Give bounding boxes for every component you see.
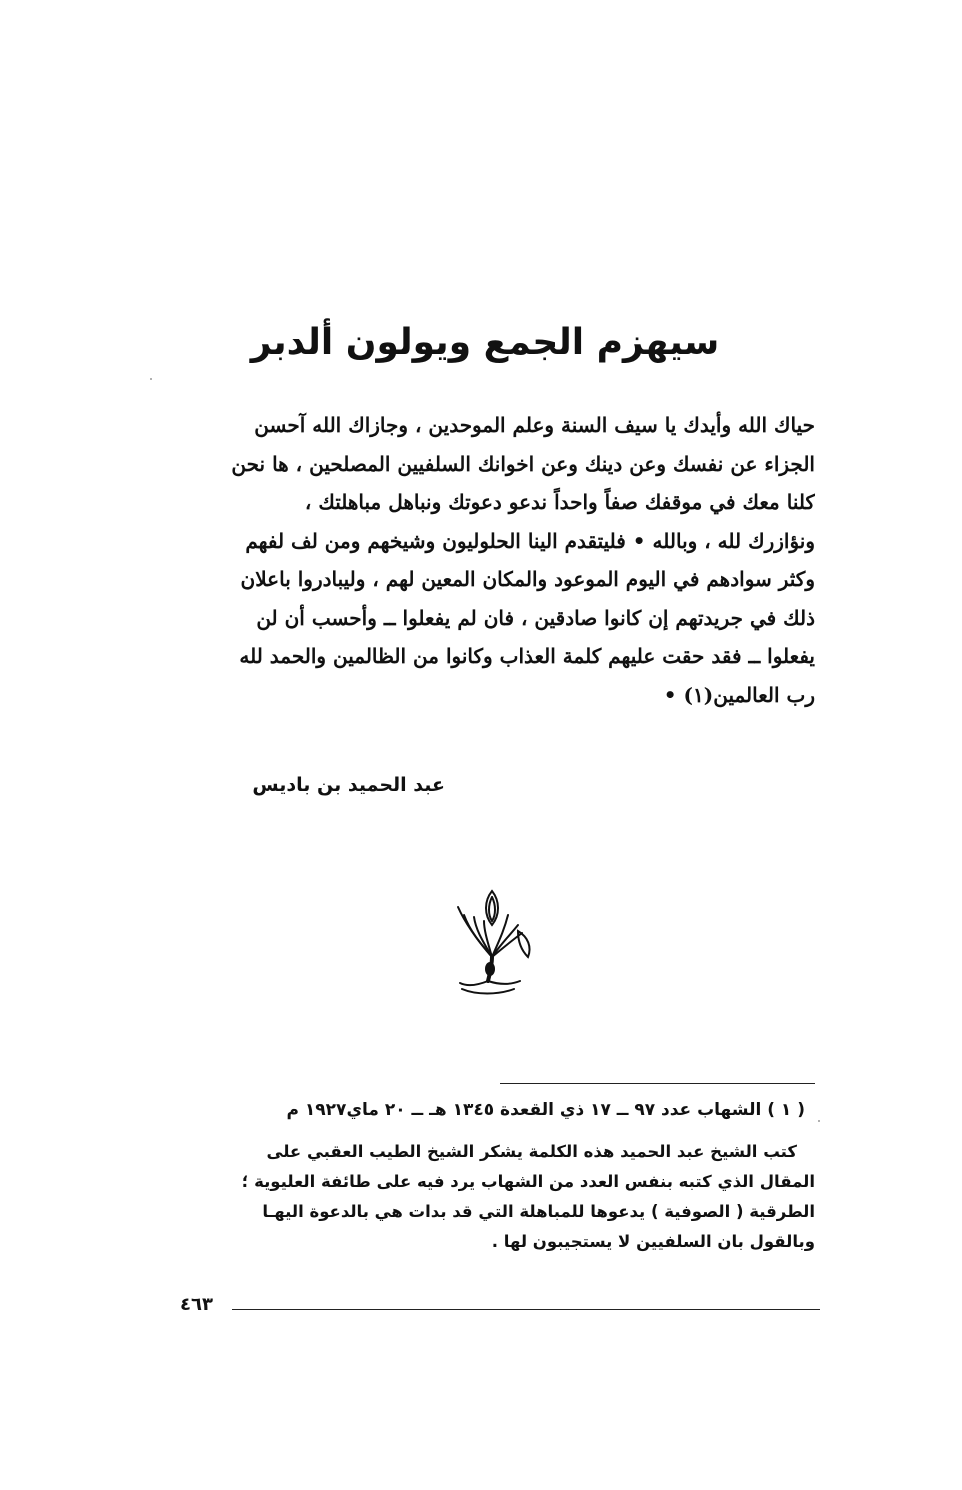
scan-speck (818, 1120, 820, 1122)
page-number: ٤٦٣ (180, 1294, 213, 1315)
page-footer (180, 1290, 820, 1320)
footer-rule (232, 1309, 820, 1310)
body-line: حياك الله وأيدك يا سيف السنة وعلم الموحدين ، وجازاك الله آحسن (254, 413, 815, 437)
footnote-line: كتب الشيخ عبد الحميد هذه الكلمة يشكر الشيخ الطيب العقبي على (266, 1142, 797, 1161)
footnote-reference: ( ١ ) الشهاب عدد ٩٧ ــ ١٧ ذي القعدة ١٣٤٥ هـ ــ ٢٠ ماي١٩٢٧ م (286, 1100, 805, 1120)
body-line-last: رب العالمين(١) • (663, 682, 815, 707)
author-signature: عبد الحميد بن باديس (252, 774, 445, 796)
body-line: وكثر سوادهم في اليوم الموعود والمكان المعين لهم ، وليبادروا باعلان (240, 567, 815, 591)
footnote-text (180, 1137, 815, 1257)
body-line: ذلك في جريدتهم إن كانوا صادقين ، فان لم يفعلوا ــ وأحسب أن لن (256, 605, 815, 630)
footnote-line-last: وبالقول بان السلفيين لا يستجيبون لها . (491, 1232, 815, 1251)
scan-speck (150, 378, 152, 380)
body-line: الجزاء عن نفسك وعن دينك وعن اخوانك السلفيين المصلحين ، ها نحن (231, 451, 815, 476)
body-line: ونؤازرك لله ، وبالله • فليتقدم الينا الحلوليون وشيخهم ومن لف لفهم (245, 528, 815, 553)
lotus-ornament-icon (448, 885, 544, 1005)
footnote-line: الطرقية ( الصوفية ) يدعوها للمباهلة التي قد بدات هي بالدعوة اليهـا (262, 1202, 815, 1221)
footnote-line: المقال الذي كتبه بنفس العدد من الشهاب يرد فيه على طائفة العليوية ؛ (241, 1172, 815, 1191)
article-body (170, 406, 815, 714)
footnote-divider (500, 1083, 815, 1084)
body-line: كلنا معك في موقفك صفاً واحداً ندعو دعوتك ونباهل مباهلتك ، (304, 490, 815, 514)
body-line: يفعلوا ــ فقد حقت عليهم كلمة العذاب وكانوا من الظالمين والحمد لله (239, 644, 815, 668)
page-title: سيهزم الجمع ويولون ألدبر (250, 322, 720, 363)
